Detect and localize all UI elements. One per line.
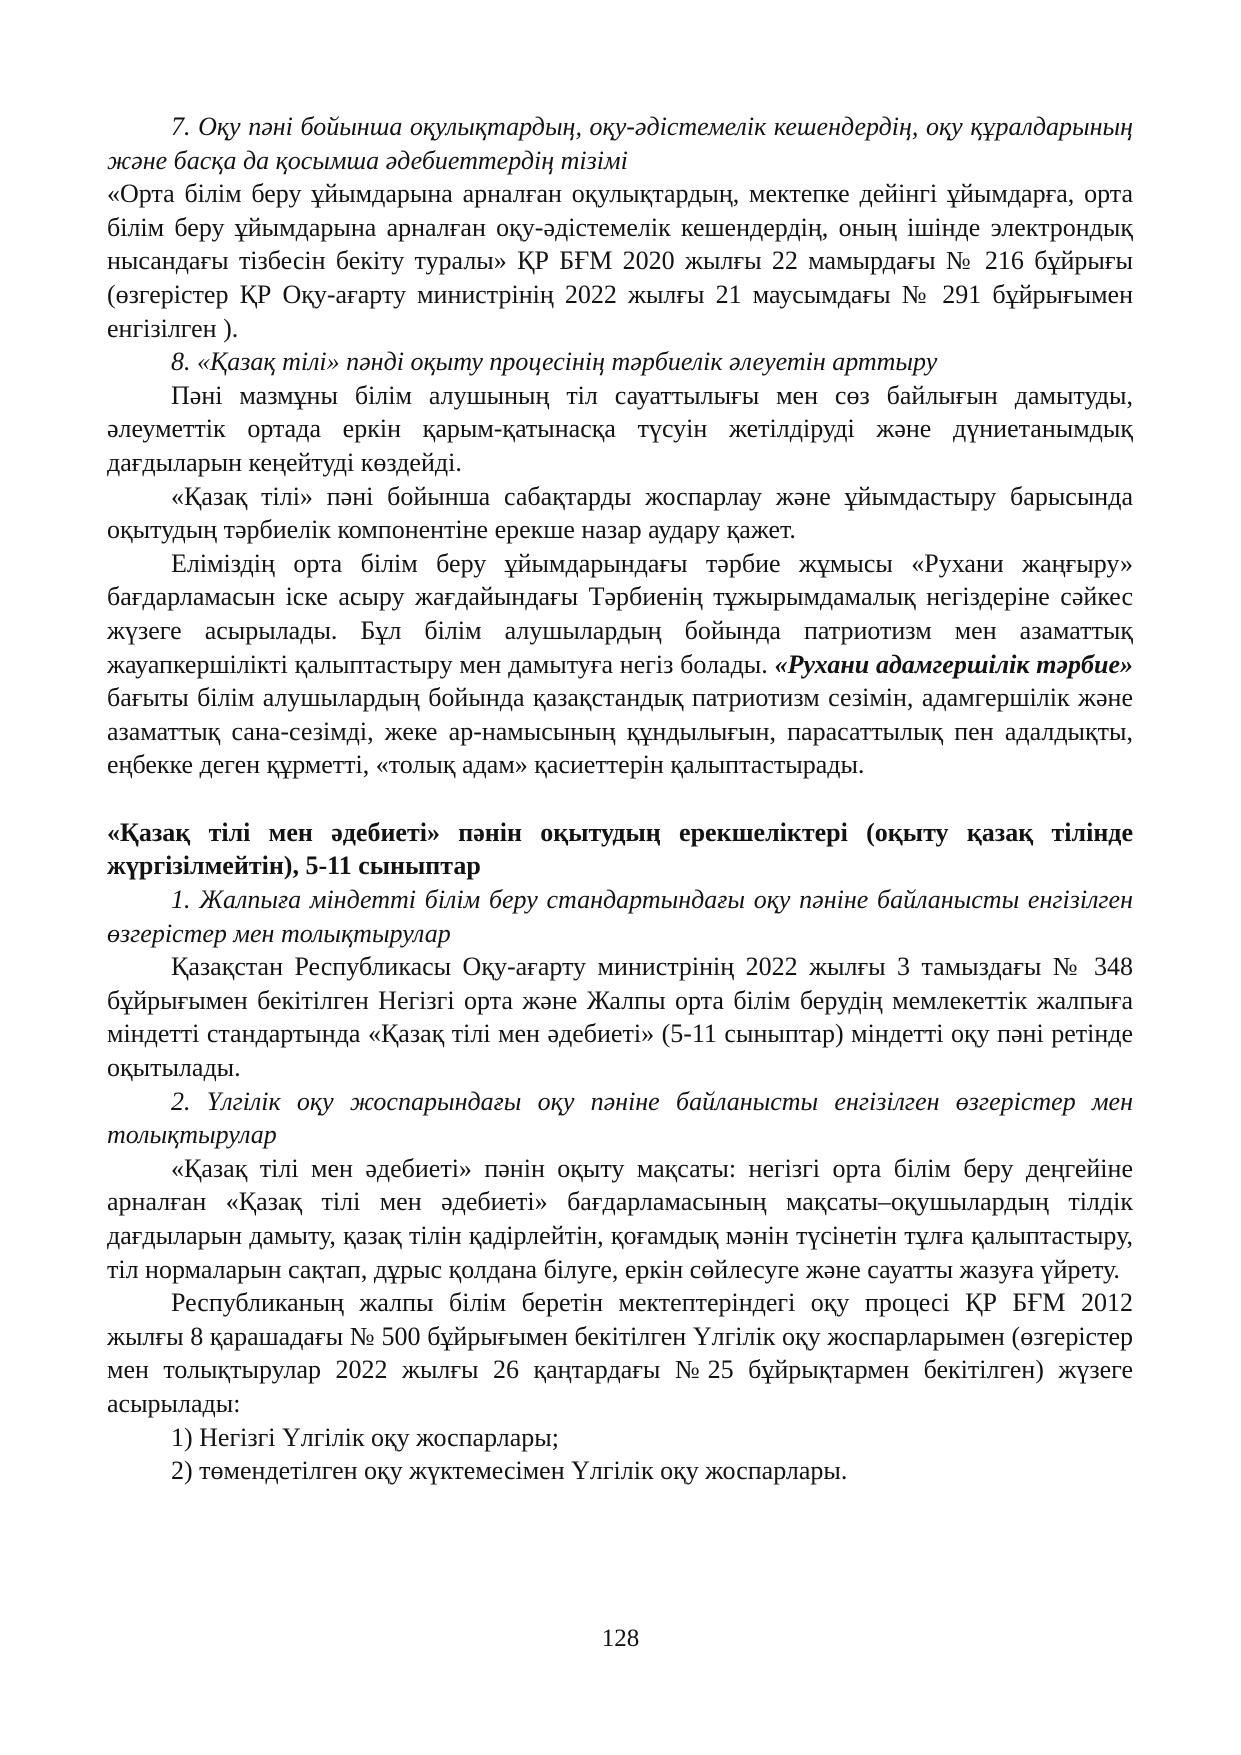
section-heading-kazakh-language-literature: «Қазақ тілі мен әдебиеті» пәнін оқытудың ерекшеліктері (оқыту қазақ тілінде жүргізілмейтін), 5-11 сыныптар [107, 817, 1133, 881]
text-run: бағыты білім алушылардың бойында қазақстандық патриотизм сезімін, адамгершілік және азаматтық сана-сезімді, жеке ар-намысының құндылығын, парасаттылық пен адалдықты, еңбекке деген құрметті, «толық адам» қасиеттерін қалыптастырады. [107, 683, 1133, 780]
paragraph-lesson-planning: «Қазақ тілі» пәні бойынша сабақтарды жоспарлау және ұйымдастыру барысында оқытудың тәрбиелік компонентіне ерекше назар аудару қажет. [107, 481, 1133, 545]
paragraph-order-348: Қазақстан Республикасы Оқу-ағарту министрінің 2022 жылғы 3 тамыздағы № 348 бұйрығымен бекітілген Негізгі орта және Жалпы орта білім берудің мемлекеттік жалпыға міндетті стандартында «Қазақ тілі мен әдебиеті» (5-11 сыныптар) міндетті оқу пәні ретінде оқытылады. [107, 952, 1133, 1083]
subsection-title-2: 2. Үлгілік оқу жоспарындағы оқу пәніне байланысты енгізілген өзгерістер мен толықтырулар [107, 1086, 1133, 1150]
list-item-2: 2) төмендетілген оқу жүктемесімен Үлгілік оқу жоспарлары. [171, 1456, 848, 1486]
paragraph-rukhani-zhangyru [107, 547, 1133, 782]
document-body [107, 110, 1133, 1488]
emphasized-phrase: «Рухани адамгершілік тәрбие» [774, 649, 1133, 679]
page-number: 128 [601, 1625, 640, 1652]
subsection-title-1: 1. Жалпыға міндетті білім беру стандартындағы оқу пәніне байланысты енгізілген өзгерістер мен толықтырулар [107, 885, 1133, 948]
paragraph-order-500: Республиканың жалпы білім беретін мектептеріндегі оқу процесі ҚР БҒМ 2012 жылғы 8 қарашадағы № 500 бұйрығымен бекітілген Үлгілік оқу жоспарларымен (өзгерістер мен толықтырулар 2022 жылғы 26 қаңтардағы №25 бұйрықтармен бекітілген) жүзеге асырылады: [107, 1288, 1133, 1418]
subsection-title-7: 7. Оқу пәні бойынша оқулықтардың, оқу-әдістемелік кешендердің, оқу құралдарының және басқа да қосымша әдебиеттердің тізімі [107, 112, 1133, 175]
list-item-1: 1) Негізгі Үлгілік оқу жоспарлары; [171, 1422, 559, 1452]
subsection-title-8: 8. «Қазақ тілі» пәнді оқыту процесінің тәрбиелік әлеуетін арттыру [171, 347, 938, 377]
paragraph-order-216: «Орта білім беру ұйымдарына арналған оқулықтардың, мектепке дейінгі ұйымдарға, орта білім беру ұйымдарына арналған оқу-әдістемелік кешендердің, оның ішінде электрондық нысандағы тізбесін бекіту туралы» ҚР БҒМ 2020 жылғы 22 мамырдағы № 216 бұйрығы (өзгерістер ҚР Оқу-ағарту министрінің 2022 жылғы 21 маусымдағы № 291 бұйрығымен енгізілген ). [107, 179, 1133, 343]
paragraph-subject-content: Пәні мазмұны білім алушының тіл сауаттылығы мен сөз байлығын дамытуды, әлеуметтік ортада еркін қарым-қатынасқа түсуін жетілдіруді және дүниетанымдық дағдыларын кеңейтуді көздейді. [107, 380, 1133, 477]
paragraph-teaching-goal: «Қазақ тілі мен әдебиеті» пәнін оқыту мақсаты: негізгі орта білім беру деңгейіне арналған «Қазақ тілі мен әдебиеті» бағдарламасының мақсаты–оқушылардың тілдік дағдыларын дамыту, қазақ тілін қадірлейтін, қоғамдық мәнін түсінетін тұлға қалыптастыру, тіл нормаларын сақтап, дұрыс қолдана білуге, еркін сөйлесуге және сауатты жазуға үйрету. [107, 1153, 1133, 1284]
text-run: Еліміздің орта білім беру ұйымдарындағы тәрбие жұмысы «Рухани жаңғыру» бағдарламасын іске асыру жағдайындағы Тәрбиенің тұжырымдамалық негіздеріне сәйкес жүзеге асырылады. Бұл білім алушылардың бойында патриотизм мен азаматтық жауапкершілікті қалыптастыру мен дамытуға негіз болады. [107, 548, 1133, 679]
